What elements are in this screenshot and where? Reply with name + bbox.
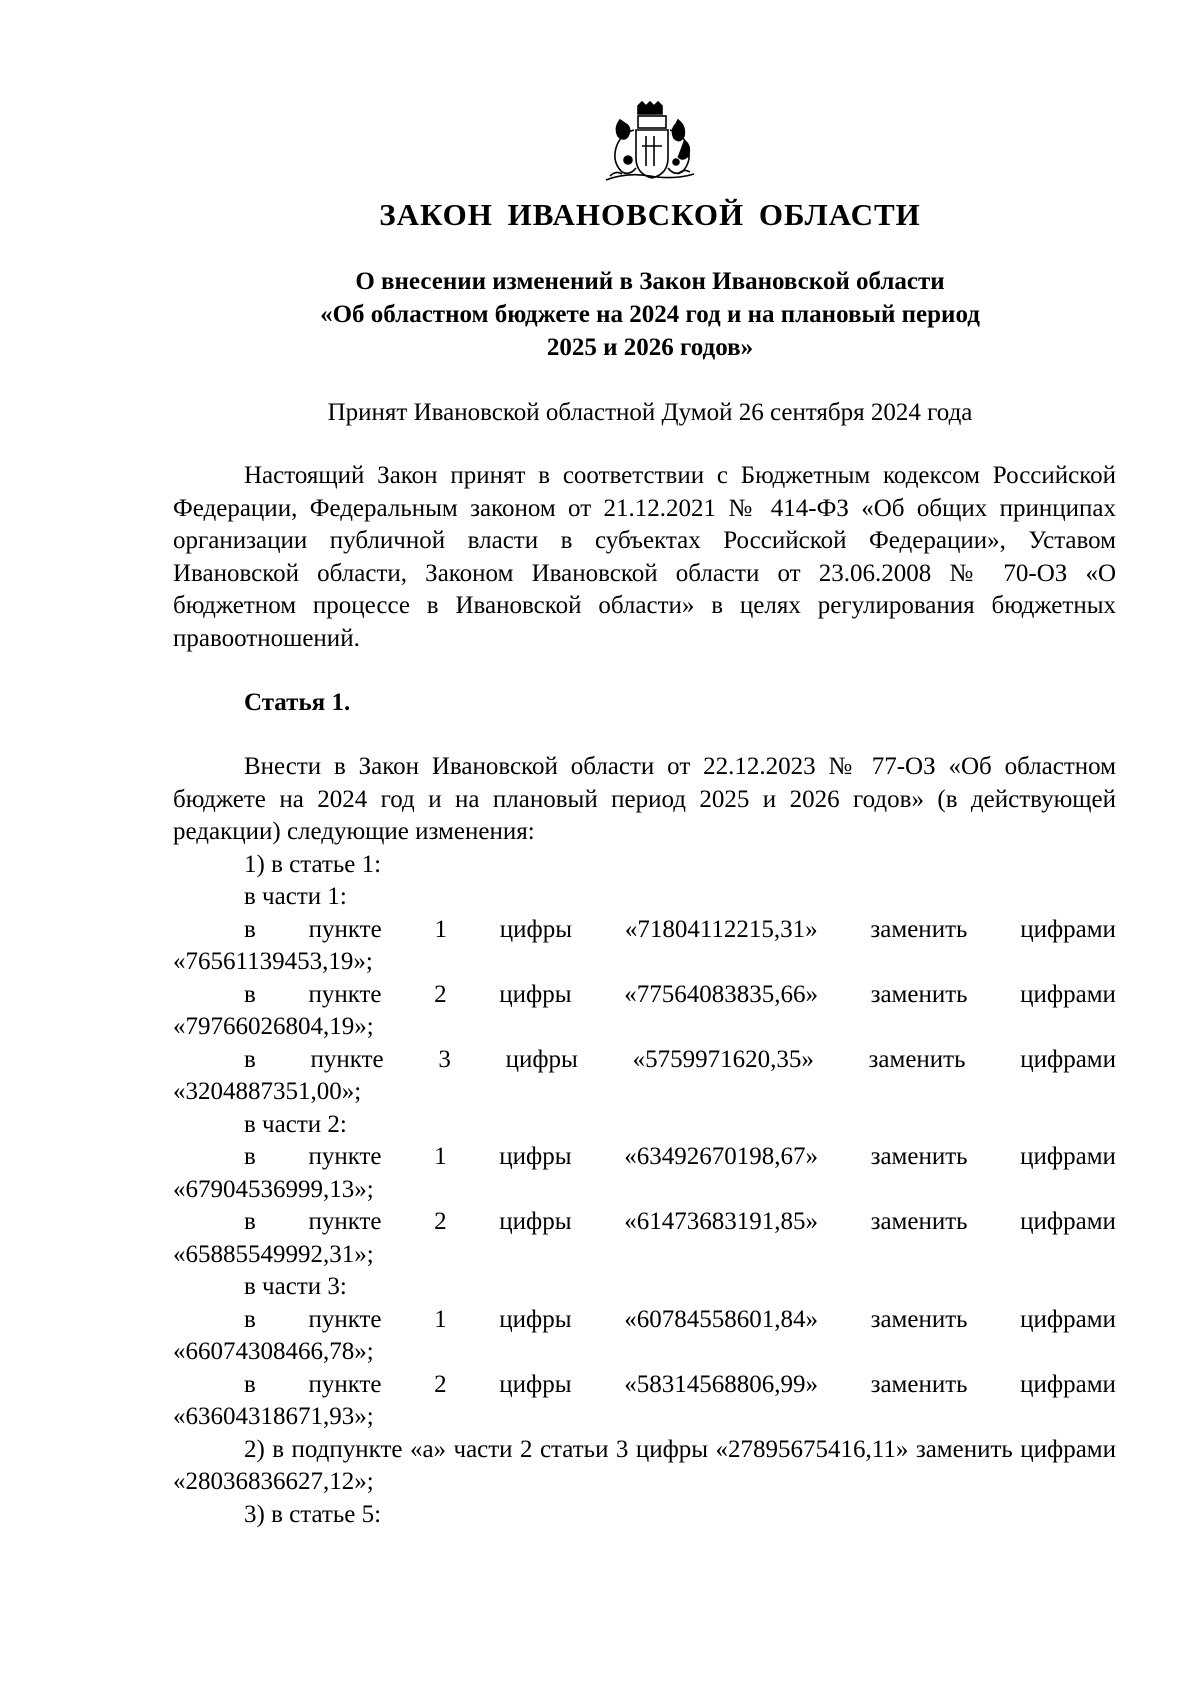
item-3: 3) в статье 5: xyxy=(244,1500,382,1528)
article-1-intro: Внести в Закон Ивановской области от 22.12.2023 № 77-ОЗ «Об областном бюджете на 2024 год и на плановый период 2025 и 2026 годов» (в действующей редакции) следующие изменения: xyxy=(173,753,1116,845)
amendment-part2-point2: в пункте 2 цифры «61473683191,85» заменить цифрами «65885549992,31»; xyxy=(173,1208,1116,1268)
subtitle-line-3: 2025 и 2026 годов» xyxy=(546,334,754,361)
subtitle-line-1: О внесении изменений в Закон Ивановской области xyxy=(355,268,945,295)
amendment-part3-point1: в пункте 1 цифры «60784558601,84» заменить цифрами «66074308466,78»; xyxy=(173,1305,1116,1365)
amendment-part2-point1: в пункте 1 цифры «63492670198,67» заменить цифрами «67904536999,13»; xyxy=(173,1143,1116,1203)
amendment-part3-point2: в пункте 2 цифры «58314568806,99» заменить цифрами «63604318671,93»; xyxy=(173,1370,1116,1430)
law-title: ЗАКОН ИВАНОВСКОЙ ОБЛАСТИ xyxy=(379,197,921,232)
subtitle-line-2: «Об областном бюджете на 2024 год и на плановый период xyxy=(320,301,980,328)
coat-of-arms-icon xyxy=(598,100,702,184)
part-2-label: в части 2: xyxy=(244,1110,347,1138)
part-3-label: в части 3: xyxy=(244,1273,347,1300)
adoption-line: Принят Ивановской областной Думой 26 сентября 2024 года xyxy=(327,399,973,426)
article-1-heading: Статья 1. xyxy=(244,689,351,716)
law-subtitle xyxy=(0,265,1200,364)
amendment-part1-point1: в пункте 1 цифры «71804112215,31» заменить цифрами «76561139453,19»; xyxy=(173,915,1116,975)
part-1-label: в части 1: xyxy=(244,883,347,910)
amendment-part1-point3: в пункте 3 цифры «5759971620,35» заменить цифрами «3204887351,00»; xyxy=(173,1045,1116,1105)
item-2: 2) в подпункте «а» части 2 статьи 3 цифры «27895675416,11» заменить цифрами «28036836627,12»; xyxy=(173,1435,1116,1495)
item-1: 1) в статье 1: xyxy=(244,850,382,878)
amendment-part1-point2: в пункте 2 цифры «77564083835,66» заменить цифрами «79766026804,19»; xyxy=(173,980,1116,1040)
article-1-body xyxy=(173,751,1116,1531)
preamble-paragraph: Настоящий Закон принят в соответствии с Бюджетным кодексом Российской Федерации, Федеральным законом от 21.12.2021 № 414-ФЗ «Об общих принципах организации публичной власти в субъектах Российской Федерации», Уставом Ивановской области, Законом Ивановской области от 23.06.2008 № 70-ОЗ «О бюджетном процессе в Ивановской области» в целях регулирования бюджетных правоотношений. xyxy=(173,462,1116,652)
